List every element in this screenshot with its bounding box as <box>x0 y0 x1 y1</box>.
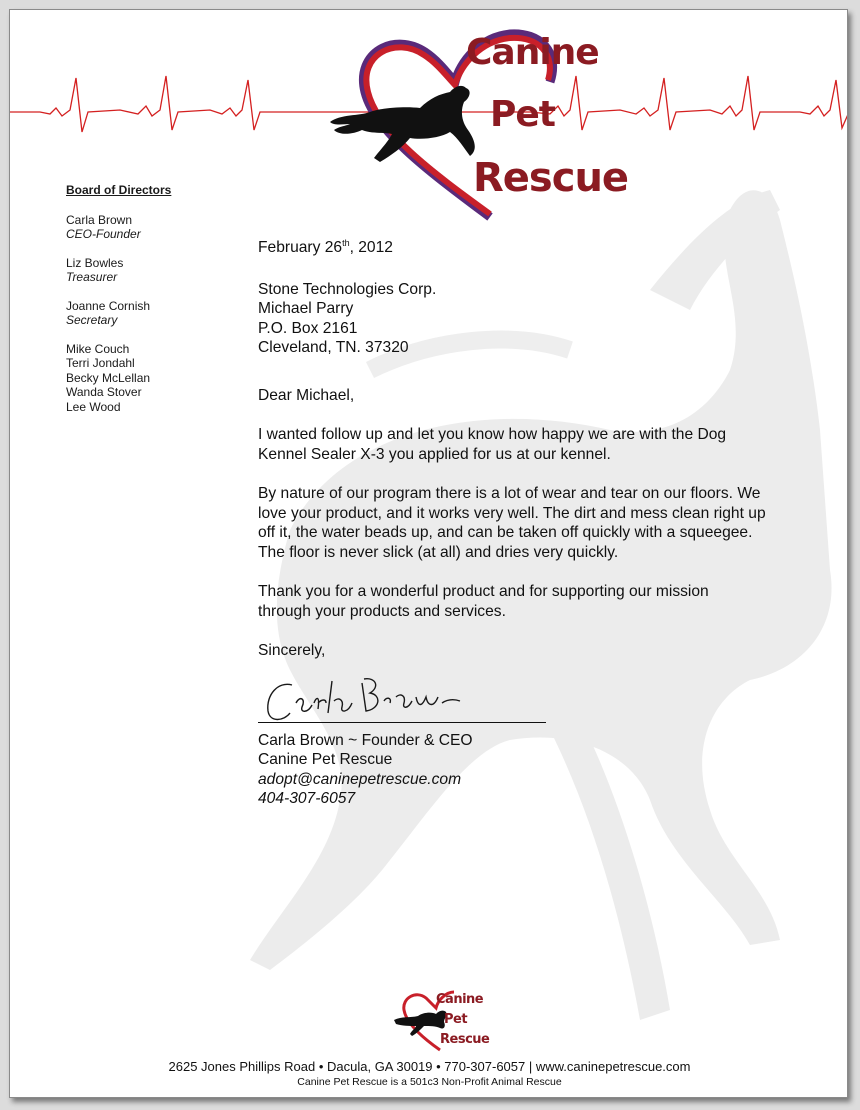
recipient-line: Stone Technologies Corp. <box>258 280 437 298</box>
date-ordinal: th <box>342 237 350 248</box>
footer-logo <box>390 982 500 1054</box>
officer-role: Secretary <box>66 313 118 327</box>
letter-date <box>258 238 798 258</box>
body-paragraph: I wanted follow up and let you know how happy we are with the Dog Kennel Sealer X-3 you applied for us at our kennel. <box>258 426 727 463</box>
officer-name: Liz Bowles <box>66 255 124 270</box>
board-officer <box>66 213 171 242</box>
board-officer <box>66 299 171 328</box>
letter-body <box>258 238 798 809</box>
recipient-line: Michael Parry <box>258 300 354 317</box>
recipient-line: P.O. Box 2161 <box>258 319 358 337</box>
board-member: Lee Wood <box>66 399 121 414</box>
board-title: Board of Directors <box>66 183 172 197</box>
board-member: Mike Couch <box>66 341 130 356</box>
footer-logo-pet: Pet <box>444 1012 468 1027</box>
salutation: Dear Michael, <box>258 386 355 404</box>
signature-phone: 404-307-6057 <box>258 790 356 807</box>
recipient-address <box>258 280 798 358</box>
officer-role: CEO-Founder <box>66 227 141 241</box>
board-member: Becky McLellan <box>66 370 151 385</box>
date-day: February 26 <box>258 239 343 256</box>
officer-role: Treasurer <box>66 270 118 284</box>
logo-word-pet: Pet <box>490 94 556 135</box>
signature-org: Canine Pet Rescue <box>258 751 393 768</box>
recipient-line: Cleveland, TN. 37320 <box>258 339 409 356</box>
board-of-directors <box>66 183 171 428</box>
closing: Sincerely, <box>258 642 326 659</box>
board-officer <box>66 256 171 285</box>
board-members <box>66 342 171 415</box>
footer-logo-canine: Canine <box>436 992 484 1007</box>
footer-address: 2625 Jones Phillips Road • Dacula, GA 30019 • 770-307-6057 | www.caninepetrescue.com <box>168 1059 691 1074</box>
date-year: , 2012 <box>349 239 393 256</box>
signature-line <box>258 722 546 723</box>
handwritten-signature-icon <box>256 673 516 733</box>
body-paragraph: Thank you for a wonderful product and for supporting our mission through your products and services. <box>258 583 709 620</box>
body-paragraph: By nature of our program there is a lot of wear and tear on our floors. We love your product, and it works very well. The dirt and mess clean right up off it, the water beads up, and can be taken off quickly with a squeegee. The floor is never slick (at all) and dries very quickly. <box>258 485 766 561</box>
signature-area <box>258 679 798 731</box>
board-member: Wanda Stover <box>66 385 142 399</box>
officer-name: Joanne Cornish <box>66 298 151 313</box>
signature-email: adopt@caninepetrescue.com <box>258 770 462 788</box>
footer-tagline: Canine Pet Rescue is a 501c3 Non-Profit Animal Rescue <box>297 1076 562 1088</box>
logo-word-rescue: Rescue <box>473 155 629 201</box>
signature-name: Carla Brown ~ Founder & CEO <box>258 731 473 749</box>
canine-pet-rescue-logo <box>310 22 629 222</box>
logo-word-canine: Canine <box>466 32 599 73</box>
board-member: Terri Jondahl <box>66 356 135 370</box>
officer-name: Carla Brown <box>66 212 133 227</box>
footer-logo-rescue: Rescue <box>440 1032 490 1047</box>
letter-page <box>9 9 848 1098</box>
